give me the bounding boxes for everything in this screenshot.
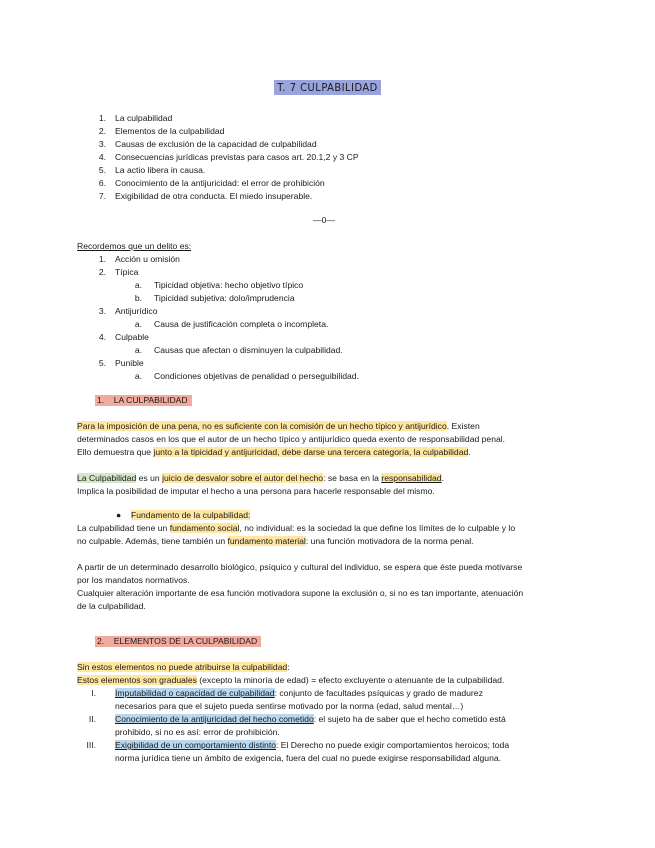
element-item-continuation: prohibido, si no es así: error de prohibición. xyxy=(115,727,280,737)
list-item: Antijurídico xyxy=(115,306,158,316)
toc-item: La actio libera in causa. xyxy=(115,165,206,175)
highlight-text: junto a la tipicidad y antijuricidad, debe darse una tercera categoría, la culpabilidad xyxy=(153,447,469,457)
roman-number: I. xyxy=(91,688,96,698)
page-title: T. 7 CULPABILIDAD xyxy=(274,80,381,95)
list-item: Típica xyxy=(115,267,139,277)
list-subitem: Causas que afectan o disminuyen la culpabilidad. xyxy=(154,345,343,355)
list-subitem: Tipicidad objetiva: hecho objetivo típico xyxy=(154,280,304,290)
plain-text: : xyxy=(287,662,290,672)
element-item xyxy=(115,740,509,751)
highlight-text: fundamento material xyxy=(227,536,306,546)
bullet-icon: ● xyxy=(116,510,122,520)
list-letter: a. xyxy=(134,280,142,290)
toc-item: Elementos de la culpabilidad xyxy=(115,126,225,136)
highlight-text: Imputabilidad o capacidad de culpabilidad xyxy=(115,688,275,698)
toc-item: La culpabilidad xyxy=(115,113,173,123)
toc-number: 3. xyxy=(98,139,106,149)
element-item xyxy=(115,714,506,725)
paragraph-4-line-1: A partir de un determinado desarrollo biológico, psíquico y cultural del individuo, se espera que éste pueda motivarse xyxy=(77,562,523,572)
roman-number: III. xyxy=(86,740,96,750)
list-subitem: Condiciones objetivas de penalidad o perseguibilidad. xyxy=(154,371,359,381)
list-number: 2. xyxy=(98,267,106,277)
plain-text: Ello demuestra que xyxy=(77,447,154,457)
paragraph-4-line-4: de la culpabilidad. xyxy=(77,601,146,611)
list-letter: a. xyxy=(134,345,142,355)
highlight-text: La Culpabilidad xyxy=(77,473,137,483)
plain-text: La culpabilidad tiene un xyxy=(77,523,170,533)
paragraph-1-line-1 xyxy=(77,421,480,432)
roman-number: II. xyxy=(88,714,96,724)
toc-number: 7. xyxy=(98,191,106,201)
element-item-continuation: necesarios para que el sujeto pueda sentirse motivado por la norma (edad, salud mental…) xyxy=(115,701,464,711)
paragraph-4-line-2: por los mandatos normativos. xyxy=(77,575,190,585)
list-number: 1. xyxy=(98,254,106,264)
plain-text: . Existen xyxy=(446,421,480,431)
highlight-text: juicio de desvalor sobre el autor del hecho xyxy=(162,473,324,483)
highlight-text: Sin estos elementos no puede atribuirse la culpabilidad xyxy=(77,662,288,672)
plain-text: . xyxy=(468,447,471,457)
toc-item: Consecuencias jurídicas previstas para casos art. 20.1,2 y 3 CP xyxy=(115,152,359,162)
plain-text: : el sujeto ha de saber que el hecho cometido está xyxy=(313,714,506,724)
element-item xyxy=(115,688,483,699)
list-letter: a. xyxy=(134,319,142,329)
highlight-text: fundamento social xyxy=(169,523,240,533)
highlight-text: Fundamento de la culpabilidad: xyxy=(131,510,251,520)
toc-item: Exigibilidad de otra conducta. El miedo insuperable. xyxy=(115,191,313,201)
toc-number: 6. xyxy=(98,178,106,188)
list-subitem: Tipicidad subjetiva: dolo/imprudencia xyxy=(154,293,295,303)
plain-text: : una función motivadora de la norma penal. xyxy=(305,536,474,546)
toc-number: 4. xyxy=(98,152,106,162)
section-2-line-1 xyxy=(77,662,290,673)
plain-text: : conjunto de facultades psíquicas y grado de madurez xyxy=(274,688,483,698)
highlight-text: Para la imposición de una pena, no es suficiente con la comisión de un hecho típico y antijurídico xyxy=(77,421,447,431)
list-item: Punible xyxy=(115,358,144,368)
paragraph-3-line-2 xyxy=(77,536,474,547)
list-number: 4. xyxy=(98,332,106,342)
paragraph-1-line-3 xyxy=(77,447,471,458)
separator: —0— xyxy=(313,215,335,225)
list-number: 5. xyxy=(98,358,106,368)
delito-intro: Recordemos que un delito es: xyxy=(77,241,192,251)
toc-item: Causas de exclusión de la capacidad de culpabilidad xyxy=(115,139,317,149)
paragraph-4-line-3: Cualquier alteración importante de esa función motivadora supone la exclusión o, si no es tan importante, atenuación xyxy=(77,588,524,598)
list-item: Acción u omisión xyxy=(115,254,180,264)
paragraph-2-line-1 xyxy=(77,473,444,484)
toc-item: Conocimiento de la antijuricidad: el error de prohibición xyxy=(115,178,325,188)
toc-number: 1. xyxy=(98,113,106,123)
list-subitem: Causa de justificación completa o incompleta. xyxy=(154,319,329,329)
highlight-text: Exigibilidad de un comportamiento distinto xyxy=(115,740,276,750)
plain-text: . xyxy=(441,473,444,483)
toc-number: 5. xyxy=(98,165,106,175)
plain-text: : El Derecho no puede exigir comportamientos heroicos; toda xyxy=(276,740,510,750)
element-item-continuation: norma jurídica tiene un ámbito de exigencia, fuera del cual no puede exigirse responsabilidad alguna. xyxy=(115,753,502,763)
list-letter: a. xyxy=(134,371,142,381)
title-block xyxy=(0,78,655,96)
highlight-text: responsabilidad xyxy=(381,473,442,483)
plain-text: (excepto la minoría de edad) = efecto excluyente o atenuante de la culpabilidad. xyxy=(196,675,505,685)
section-heading-1: 1. LA CULPABILIDAD xyxy=(95,395,192,406)
section-2-line-2 xyxy=(77,675,504,686)
highlight-text: Estos elementos son graduales xyxy=(77,675,197,685)
list-number: 3. xyxy=(98,306,106,316)
bullet-item xyxy=(131,510,250,521)
plain-text: , no individual: es la sociedad la que define los límites de lo culpable y lo xyxy=(239,523,516,533)
list-letter: b. xyxy=(134,293,142,303)
highlight-text: Conocimiento de la antijuricidad del hecho cometido xyxy=(115,714,314,724)
plain-text: : se basa en la xyxy=(323,473,382,483)
plain-text: no culpable. Además, tiene también un xyxy=(77,536,228,546)
paragraph-1-line-2: determinados casos en los que el autor de un hecho típico y antijurídico queda exento de responsabilidad penal. xyxy=(77,434,506,444)
paragraph-2-line-2: Implica la posibilidad de imputar el hecho a una persona para hacerle responsable del mismo. xyxy=(77,486,435,496)
section-heading-2: 2. ELEMENTOS DE LA CULPABILIDAD xyxy=(95,636,261,647)
paragraph-3-line-1 xyxy=(77,523,515,534)
plain-text: es un xyxy=(136,473,163,483)
list-item: Culpable xyxy=(115,332,149,342)
toc-number: 2. xyxy=(98,126,106,136)
